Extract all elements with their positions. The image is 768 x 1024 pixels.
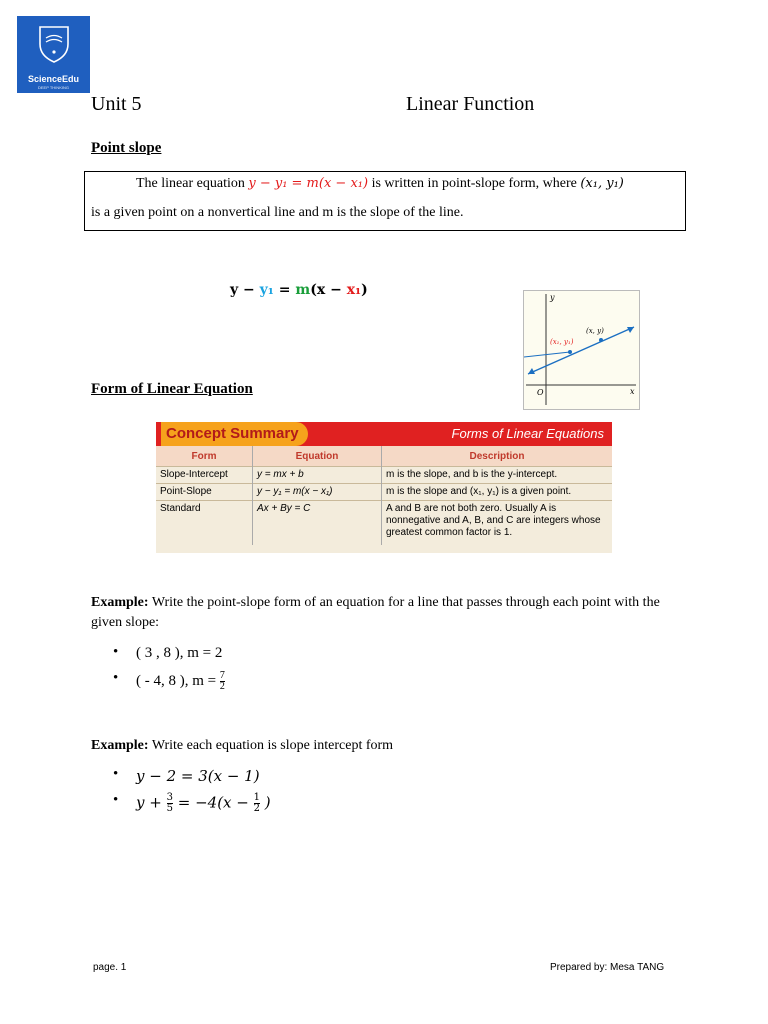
point-x1y1	[568, 350, 572, 354]
logo-tagline: DEEP THINKING	[38, 85, 69, 90]
definition-equation: y − y₁ = m(x − x₁)	[248, 176, 369, 191]
fraction	[254, 793, 260, 814]
definition-mid: is written in point-slope form, where	[371, 176, 577, 191]
column-header-form: Form	[156, 446, 253, 467]
table-cell-form: Standard	[156, 501, 253, 546]
table-cell-description: m is the slope and (x₁, y₁) is a given point.	[382, 484, 613, 501]
y-axis-label: y	[550, 293, 555, 302]
eq-part: = −4(x −	[177, 793, 249, 812]
formula-minus: −	[238, 282, 260, 298]
pointer-line	[524, 352, 570, 357]
fraction	[220, 671, 225, 692]
table-header-row	[156, 446, 612, 467]
formula-close: )	[361, 282, 368, 298]
fraction-numerator: 1	[253, 792, 261, 803]
definition-box	[84, 171, 686, 231]
graph-svg	[524, 291, 639, 409]
section-heading-point-slope: Point slope	[91, 140, 162, 156]
table-cell-description: m is the slope, and b is the y-intercept.	[382, 467, 613, 484]
logo-name: ScienceEdu	[27, 74, 80, 84]
prepared-by: Prepared by: Mesa TANG	[550, 962, 665, 973]
unit-title: Linear Function	[406, 93, 535, 115]
page-number: page. 1	[93, 962, 127, 973]
table-row	[156, 501, 612, 546]
fraction	[167, 793, 173, 814]
point-slope-graph	[523, 290, 640, 410]
column-header-description: Description	[382, 446, 613, 467]
fraction-numerator: 7	[219, 670, 225, 681]
example-2-prompt	[91, 738, 393, 754]
point-slope-formula	[230, 282, 368, 298]
definition-point: (x₁, y₁)	[580, 176, 624, 191]
concept-summary-header	[156, 422, 612, 446]
definition-line-1	[136, 176, 624, 192]
x-axis-label: x	[630, 387, 635, 396]
logo	[17, 16, 90, 93]
definition-line-2: is a given point on a nonvertical line and m is the slope of the line.	[91, 205, 464, 220]
unit-label: Unit 5	[91, 93, 142, 115]
table-row	[156, 467, 612, 484]
table-cell-description: A and B are not both zero. Usually A is nonnegative and A, B, and C are integers whose greatest common factor is 1.	[382, 501, 613, 546]
list-item-content	[136, 671, 225, 692]
example-2-text: Write each equation is slope intercept form	[151, 738, 394, 753]
bullet-icon: •	[113, 670, 119, 686]
example-2-label: Example:	[91, 738, 149, 753]
table-row	[156, 484, 612, 501]
fraction-numerator: 3	[166, 792, 173, 803]
eq-part: )	[264, 793, 271, 812]
graph-line	[528, 327, 634, 374]
table-cell-equation: y − y₁ = m(x − x₁)	[253, 484, 382, 501]
concept-summary-table	[156, 422, 612, 553]
origin-label: O	[537, 388, 544, 397]
list-item-text: ( 3 , 8 ), m = 2	[136, 645, 223, 661]
table-cell-form: Slope-Intercept	[156, 467, 253, 484]
point-xy	[599, 338, 603, 342]
concept-summary-subtitle: Forms of Linear Equations	[451, 426, 604, 441]
example-1-prompt	[91, 593, 691, 633]
formula-open: (	[310, 282, 317, 298]
formula-x: x	[316, 282, 326, 298]
table-cell-form: Point-Slope	[156, 484, 253, 501]
forms-table	[156, 446, 612, 545]
table-cell-equation: Ax + By = C	[253, 501, 382, 546]
bullet-icon: •	[113, 644, 119, 660]
list-item-text: y − 2 = 3(x − 1)	[136, 767, 260, 785]
fraction-denominator: 5	[166, 803, 173, 814]
list-item-text: ( - 4, 8 ), m =	[136, 672, 217, 689]
definition-pre: The linear equation	[136, 176, 245, 191]
formula-x1: x₁	[346, 282, 362, 298]
column-header-equation: Equation	[253, 446, 382, 467]
bullet-icon: •	[113, 792, 119, 808]
formula-m: m	[295, 282, 311, 298]
crest-icon	[37, 24, 71, 64]
list-item-content	[136, 793, 271, 814]
example-1-text: Write the point-slope form of an equation for a line that passes through each point with the given slope:	[91, 595, 660, 630]
section-heading-forms: Form of Linear Equation	[91, 381, 253, 397]
point-x1y1-label: (x₁, y₁)	[550, 338, 574, 346]
point-xy-label: (x, y)	[586, 327, 604, 335]
formula-minus2: −	[325, 282, 347, 298]
example-1-label: Example:	[91, 595, 149, 610]
fraction-denominator: 2	[253, 803, 261, 814]
formula-y: y	[230, 282, 239, 298]
formula-eq: =	[273, 282, 296, 298]
fraction-denominator: 2	[219, 681, 225, 692]
bullet-icon: •	[113, 766, 119, 782]
table-cell-equation: y = mx + b	[253, 467, 382, 484]
formula-y1: y₁	[259, 282, 274, 298]
concept-summary-title: Concept Summary	[166, 425, 299, 442]
eq-part: y +	[136, 793, 162, 812]
